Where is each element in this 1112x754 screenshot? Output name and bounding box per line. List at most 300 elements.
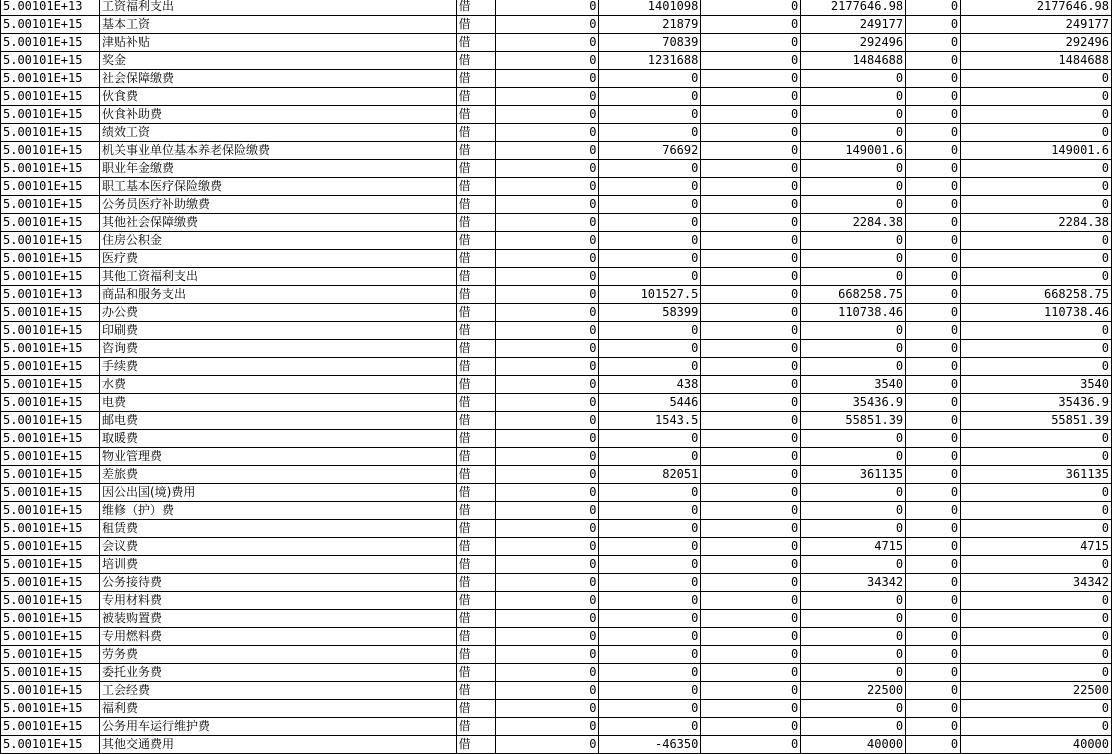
opening-balance-cell[interactable]: 0: [495, 0, 599, 16]
account-code-cell[interactable]: 5.00101E+15: [1, 232, 100, 250]
credit-amount-cell[interactable]: 0: [701, 34, 801, 52]
account-name-cell[interactable]: 委托业务费: [99, 664, 456, 682]
closing-balance-cell[interactable]: 1484688: [961, 52, 1112, 70]
account-name-cell[interactable]: 电费: [99, 394, 456, 412]
year-debit-cell[interactable]: 0: [801, 88, 906, 106]
credit-amount-cell[interactable]: 0: [701, 214, 801, 232]
debit-amount-cell[interactable]: 0: [599, 700, 701, 718]
opening-balance-cell[interactable]: 0: [495, 718, 599, 736]
credit-amount-cell[interactable]: 0: [701, 232, 801, 250]
year-credit-cell[interactable]: 0: [906, 214, 961, 232]
opening-balance-cell[interactable]: 0: [495, 520, 599, 538]
year-credit-cell[interactable]: 0: [906, 358, 961, 376]
direction-cell[interactable]: 借: [456, 304, 495, 322]
opening-balance-cell[interactable]: 0: [495, 466, 599, 484]
closing-balance-cell[interactable]: 0: [961, 268, 1112, 286]
year-debit-cell[interactable]: 249177: [801, 16, 906, 34]
account-name-cell[interactable]: 水费: [99, 376, 456, 394]
year-debit-cell[interactable]: 0: [801, 106, 906, 124]
closing-balance-cell[interactable]: 110738.46: [961, 304, 1112, 322]
opening-balance-cell[interactable]: 0: [495, 34, 599, 52]
year-credit-cell[interactable]: 0: [906, 646, 961, 664]
year-credit-cell[interactable]: 0: [906, 394, 961, 412]
account-code-cell[interactable]: 5.00101E+15: [1, 268, 100, 286]
direction-cell[interactable]: 借: [456, 70, 495, 88]
opening-balance-cell[interactable]: 0: [495, 448, 599, 466]
closing-balance-cell[interactable]: 0: [961, 106, 1112, 124]
closing-balance-cell[interactable]: 55851.39: [961, 412, 1112, 430]
credit-amount-cell[interactable]: 0: [701, 430, 801, 448]
account-name-cell[interactable]: 职业年金缴费: [99, 160, 456, 178]
year-debit-cell[interactable]: 0: [801, 628, 906, 646]
direction-cell[interactable]: 借: [456, 574, 495, 592]
year-debit-cell[interactable]: 0: [801, 178, 906, 196]
opening-balance-cell[interactable]: 0: [495, 286, 599, 304]
closing-balance-cell[interactable]: 22500: [961, 682, 1112, 700]
account-name-cell[interactable]: 住房公积金: [99, 232, 456, 250]
year-debit-cell[interactable]: 35436.9: [801, 394, 906, 412]
closing-balance-cell[interactable]: 0: [961, 196, 1112, 214]
year-credit-cell[interactable]: 0: [906, 502, 961, 520]
opening-balance-cell[interactable]: 0: [495, 322, 599, 340]
opening-balance-cell[interactable]: 0: [495, 214, 599, 232]
direction-cell[interactable]: 借: [456, 736, 495, 754]
account-code-cell[interactable]: 5.00101E+15: [1, 682, 100, 700]
closing-balance-cell[interactable]: 2177646.98: [961, 0, 1112, 16]
account-code-cell[interactable]: 5.00101E+15: [1, 466, 100, 484]
credit-amount-cell[interactable]: 0: [701, 736, 801, 754]
direction-cell[interactable]: 借: [456, 376, 495, 394]
account-code-cell[interactable]: 5.00101E+15: [1, 538, 100, 556]
debit-amount-cell[interactable]: 70839: [599, 34, 701, 52]
closing-balance-cell[interactable]: 40000: [961, 736, 1112, 754]
year-debit-cell[interactable]: 0: [801, 718, 906, 736]
opening-balance-cell[interactable]: 0: [495, 412, 599, 430]
closing-balance-cell[interactable]: 4715: [961, 538, 1112, 556]
year-credit-cell[interactable]: 0: [906, 142, 961, 160]
year-debit-cell[interactable]: 3540: [801, 376, 906, 394]
opening-balance-cell[interactable]: 0: [495, 250, 599, 268]
account-code-cell[interactable]: 5.00101E+15: [1, 124, 100, 142]
direction-cell[interactable]: 借: [456, 322, 495, 340]
credit-amount-cell[interactable]: 0: [701, 52, 801, 70]
credit-amount-cell[interactable]: 0: [701, 556, 801, 574]
credit-amount-cell[interactable]: 0: [701, 574, 801, 592]
credit-amount-cell[interactable]: 0: [701, 142, 801, 160]
credit-amount-cell[interactable]: 0: [701, 250, 801, 268]
account-code-cell[interactable]: 5.00101E+13: [1, 286, 100, 304]
direction-cell[interactable]: 借: [456, 106, 495, 124]
account-code-cell[interactable]: 5.00101E+15: [1, 70, 100, 88]
year-debit-cell[interactable]: 0: [801, 484, 906, 502]
debit-amount-cell[interactable]: 0: [599, 232, 701, 250]
year-credit-cell[interactable]: 0: [906, 268, 961, 286]
direction-cell[interactable]: 借: [456, 340, 495, 358]
direction-cell[interactable]: 借: [456, 232, 495, 250]
account-name-cell[interactable]: 手续费: [99, 358, 456, 376]
account-name-cell[interactable]: 邮电费: [99, 412, 456, 430]
account-code-cell[interactable]: 5.00101E+15: [1, 322, 100, 340]
debit-amount-cell[interactable]: 0: [599, 196, 701, 214]
direction-cell[interactable]: 借: [456, 88, 495, 106]
year-credit-cell[interactable]: 0: [906, 196, 961, 214]
year-credit-cell[interactable]: 0: [906, 700, 961, 718]
debit-amount-cell[interactable]: 1543.5: [599, 412, 701, 430]
closing-balance-cell[interactable]: 0: [961, 700, 1112, 718]
credit-amount-cell[interactable]: 0: [701, 124, 801, 142]
year-debit-cell[interactable]: 0: [801, 448, 906, 466]
year-debit-cell[interactable]: 2284.38: [801, 214, 906, 232]
account-name-cell[interactable]: 办公费: [99, 304, 456, 322]
direction-cell[interactable]: 借: [456, 556, 495, 574]
debit-amount-cell[interactable]: 82051: [599, 466, 701, 484]
closing-balance-cell[interactable]: 0: [961, 502, 1112, 520]
opening-balance-cell[interactable]: 0: [495, 646, 599, 664]
account-name-cell[interactable]: 咨询费: [99, 340, 456, 358]
debit-amount-cell[interactable]: 0: [599, 610, 701, 628]
account-code-cell[interactable]: 5.00101E+15: [1, 430, 100, 448]
direction-cell[interactable]: 借: [456, 646, 495, 664]
account-name-cell[interactable]: 伙食费: [99, 88, 456, 106]
direction-cell[interactable]: 借: [456, 250, 495, 268]
closing-balance-cell[interactable]: 0: [961, 124, 1112, 142]
year-debit-cell[interactable]: 149001.6: [801, 142, 906, 160]
account-code-cell[interactable]: 5.00101E+15: [1, 250, 100, 268]
year-debit-cell[interactable]: 0: [801, 322, 906, 340]
opening-balance-cell[interactable]: 0: [495, 700, 599, 718]
opening-balance-cell[interactable]: 0: [495, 592, 599, 610]
year-debit-cell[interactable]: 0: [801, 160, 906, 178]
closing-balance-cell[interactable]: 292496: [961, 34, 1112, 52]
account-code-cell[interactable]: 5.00101E+15: [1, 700, 100, 718]
credit-amount-cell[interactable]: 0: [701, 718, 801, 736]
opening-balance-cell[interactable]: 0: [495, 574, 599, 592]
account-code-cell[interactable]: 5.00101E+15: [1, 520, 100, 538]
debit-amount-cell[interactable]: 0: [599, 682, 701, 700]
debit-amount-cell[interactable]: 0: [599, 718, 701, 736]
debit-amount-cell[interactable]: 101527.5: [599, 286, 701, 304]
credit-amount-cell[interactable]: 0: [701, 412, 801, 430]
account-code-cell[interactable]: 5.00101E+15: [1, 628, 100, 646]
closing-balance-cell[interactable]: 0: [961, 610, 1112, 628]
year-credit-cell[interactable]: 0: [906, 0, 961, 16]
account-name-cell[interactable]: 差旅费: [99, 466, 456, 484]
credit-amount-cell[interactable]: 0: [701, 376, 801, 394]
closing-balance-cell[interactable]: 0: [961, 646, 1112, 664]
account-name-cell[interactable]: 公务用车运行维护费: [99, 718, 456, 736]
opening-balance-cell[interactable]: 0: [495, 124, 599, 142]
account-name-cell[interactable]: 公务接待费: [99, 574, 456, 592]
year-debit-cell[interactable]: 0: [801, 610, 906, 628]
debit-amount-cell[interactable]: 0: [599, 502, 701, 520]
year-credit-cell[interactable]: 0: [906, 34, 961, 52]
direction-cell[interactable]: 借: [456, 430, 495, 448]
year-debit-cell[interactable]: 34342: [801, 574, 906, 592]
closing-balance-cell[interactable]: 0: [961, 556, 1112, 574]
account-code-cell[interactable]: 5.00101E+15: [1, 448, 100, 466]
account-name-cell[interactable]: 其他交通费用: [99, 736, 456, 754]
account-name-cell[interactable]: 租赁费: [99, 520, 456, 538]
opening-balance-cell[interactable]: 0: [495, 178, 599, 196]
closing-balance-cell[interactable]: 3540: [961, 376, 1112, 394]
year-credit-cell[interactable]: 0: [906, 520, 961, 538]
account-name-cell[interactable]: 会议费: [99, 538, 456, 556]
direction-cell[interactable]: 借: [456, 160, 495, 178]
closing-balance-cell[interactable]: 0: [961, 340, 1112, 358]
closing-balance-cell[interactable]: 2284.38: [961, 214, 1112, 232]
credit-amount-cell[interactable]: 0: [701, 700, 801, 718]
credit-amount-cell[interactable]: 0: [701, 646, 801, 664]
direction-cell[interactable]: 借: [456, 628, 495, 646]
account-code-cell[interactable]: 5.00101E+15: [1, 394, 100, 412]
year-credit-cell[interactable]: 0: [906, 538, 961, 556]
account-code-cell[interactable]: 5.00101E+15: [1, 664, 100, 682]
direction-cell[interactable]: 借: [456, 538, 495, 556]
year-debit-cell[interactable]: 40000: [801, 736, 906, 754]
closing-balance-cell[interactable]: 0: [961, 520, 1112, 538]
direction-cell[interactable]: 借: [456, 178, 495, 196]
opening-balance-cell[interactable]: 0: [495, 556, 599, 574]
account-name-cell[interactable]: 取暖费: [99, 430, 456, 448]
account-name-cell[interactable]: 基本工资: [99, 16, 456, 34]
credit-amount-cell[interactable]: 0: [701, 538, 801, 556]
year-debit-cell[interactable]: 0: [801, 592, 906, 610]
closing-balance-cell[interactable]: 668258.75: [961, 286, 1112, 304]
credit-amount-cell[interactable]: 0: [701, 448, 801, 466]
debit-amount-cell[interactable]: 438: [599, 376, 701, 394]
opening-balance-cell[interactable]: 0: [495, 160, 599, 178]
debit-amount-cell[interactable]: 0: [599, 430, 701, 448]
credit-amount-cell[interactable]: 0: [701, 70, 801, 88]
year-debit-cell[interactable]: 0: [801, 232, 906, 250]
closing-balance-cell[interactable]: 0: [961, 718, 1112, 736]
year-credit-cell[interactable]: 0: [906, 88, 961, 106]
year-credit-cell[interactable]: 0: [906, 412, 961, 430]
direction-cell[interactable]: 借: [456, 268, 495, 286]
year-debit-cell[interactable]: 0: [801, 70, 906, 88]
opening-balance-cell[interactable]: 0: [495, 394, 599, 412]
closing-balance-cell[interactable]: 0: [961, 88, 1112, 106]
direction-cell[interactable]: 借: [456, 142, 495, 160]
direction-cell[interactable]: 借: [456, 448, 495, 466]
year-credit-cell[interactable]: 0: [906, 304, 961, 322]
opening-balance-cell[interactable]: 0: [495, 664, 599, 682]
opening-balance-cell[interactable]: 0: [495, 358, 599, 376]
year-debit-cell[interactable]: 22500: [801, 682, 906, 700]
account-code-cell[interactable]: 5.00101E+15: [1, 160, 100, 178]
year-credit-cell[interactable]: 0: [906, 430, 961, 448]
year-debit-cell[interactable]: 0: [801, 664, 906, 682]
account-code-cell[interactable]: 5.00101E+15: [1, 736, 100, 754]
direction-cell[interactable]: 借: [456, 214, 495, 232]
opening-balance-cell[interactable]: 0: [495, 502, 599, 520]
debit-amount-cell[interactable]: 0: [599, 160, 701, 178]
credit-amount-cell[interactable]: 0: [701, 358, 801, 376]
year-credit-cell[interactable]: 0: [906, 178, 961, 196]
year-credit-cell[interactable]: 0: [906, 592, 961, 610]
year-credit-cell[interactable]: 0: [906, 736, 961, 754]
credit-amount-cell[interactable]: 0: [701, 322, 801, 340]
credit-amount-cell[interactable]: 0: [701, 160, 801, 178]
opening-balance-cell[interactable]: 0: [495, 106, 599, 124]
year-debit-cell[interactable]: 0: [801, 340, 906, 358]
year-credit-cell[interactable]: 0: [906, 16, 961, 34]
year-credit-cell[interactable]: 0: [906, 628, 961, 646]
credit-amount-cell[interactable]: 0: [701, 484, 801, 502]
account-code-cell[interactable]: 5.00101E+15: [1, 358, 100, 376]
account-code-cell[interactable]: 5.00101E+15: [1, 88, 100, 106]
year-credit-cell[interactable]: 0: [906, 574, 961, 592]
closing-balance-cell[interactable]: 0: [961, 484, 1112, 502]
debit-amount-cell[interactable]: 0: [599, 106, 701, 124]
account-code-cell[interactable]: 5.00101E+15: [1, 412, 100, 430]
account-code-cell[interactable]: 5.00101E+15: [1, 52, 100, 70]
direction-cell[interactable]: 借: [456, 718, 495, 736]
opening-balance-cell[interactable]: 0: [495, 16, 599, 34]
direction-cell[interactable]: 借: [456, 700, 495, 718]
credit-amount-cell[interactable]: 0: [701, 466, 801, 484]
credit-amount-cell[interactable]: 0: [701, 682, 801, 700]
closing-balance-cell[interactable]: 249177: [961, 16, 1112, 34]
opening-balance-cell[interactable]: 0: [495, 88, 599, 106]
year-credit-cell[interactable]: 0: [906, 718, 961, 736]
debit-amount-cell[interactable]: 0: [599, 250, 701, 268]
account-name-cell[interactable]: 培训费: [99, 556, 456, 574]
account-code-cell[interactable]: 5.00101E+15: [1, 178, 100, 196]
account-code-cell[interactable]: 5.00101E+15: [1, 484, 100, 502]
debit-amount-cell[interactable]: 1231688: [599, 52, 701, 70]
opening-balance-cell[interactable]: 0: [495, 268, 599, 286]
account-code-cell[interactable]: 5.00101E+13: [1, 0, 100, 16]
opening-balance-cell[interactable]: 0: [495, 304, 599, 322]
closing-balance-cell[interactable]: 361135: [961, 466, 1112, 484]
credit-amount-cell[interactable]: 0: [701, 340, 801, 358]
year-credit-cell[interactable]: 0: [906, 610, 961, 628]
direction-cell[interactable]: 借: [456, 52, 495, 70]
year-debit-cell[interactable]: 0: [801, 124, 906, 142]
opening-balance-cell[interactable]: 0: [495, 340, 599, 358]
closing-balance-cell[interactable]: 34342: [961, 574, 1112, 592]
credit-amount-cell[interactable]: 0: [701, 106, 801, 124]
year-credit-cell[interactable]: 0: [906, 250, 961, 268]
year-debit-cell[interactable]: 0: [801, 700, 906, 718]
year-credit-cell[interactable]: 0: [906, 232, 961, 250]
debit-amount-cell[interactable]: 0: [599, 646, 701, 664]
direction-cell[interactable]: 借: [456, 664, 495, 682]
year-debit-cell[interactable]: 0: [801, 196, 906, 214]
direction-cell[interactable]: 借: [456, 394, 495, 412]
account-name-cell[interactable]: 其他工资福利支出: [99, 268, 456, 286]
year-debit-cell[interactable]: 668258.75: [801, 286, 906, 304]
credit-amount-cell[interactable]: 0: [701, 286, 801, 304]
closing-balance-cell[interactable]: 0: [961, 70, 1112, 88]
account-name-cell[interactable]: 公务员医疗补助缴费: [99, 196, 456, 214]
account-name-cell[interactable]: 专用材料费: [99, 592, 456, 610]
account-name-cell[interactable]: 被装购置费: [99, 610, 456, 628]
year-debit-cell[interactable]: 0: [801, 268, 906, 286]
account-code-cell[interactable]: 5.00101E+15: [1, 16, 100, 34]
opening-balance-cell[interactable]: 0: [495, 52, 599, 70]
year-debit-cell[interactable]: 0: [801, 556, 906, 574]
account-name-cell[interactable]: 因公出国(境)费用: [99, 484, 456, 502]
direction-cell[interactable]: 借: [456, 412, 495, 430]
debit-amount-cell[interactable]: 0: [599, 214, 701, 232]
account-name-cell[interactable]: 奖金: [99, 52, 456, 70]
direction-cell[interactable]: 借: [456, 196, 495, 214]
account-name-cell[interactable]: 机关事业单位基本养老保险缴费: [99, 142, 456, 160]
opening-balance-cell[interactable]: 0: [495, 142, 599, 160]
direction-cell[interactable]: 借: [456, 610, 495, 628]
credit-amount-cell[interactable]: 0: [701, 394, 801, 412]
account-name-cell[interactable]: 伙食补助费: [99, 106, 456, 124]
closing-balance-cell[interactable]: 0: [961, 664, 1112, 682]
debit-amount-cell[interactable]: 0: [599, 178, 701, 196]
direction-cell[interactable]: 借: [456, 358, 495, 376]
year-debit-cell[interactable]: 55851.39: [801, 412, 906, 430]
debit-amount-cell[interactable]: 5446: [599, 394, 701, 412]
opening-balance-cell[interactable]: 0: [495, 196, 599, 214]
credit-amount-cell[interactable]: 0: [701, 592, 801, 610]
year-debit-cell[interactable]: 361135: [801, 466, 906, 484]
debit-amount-cell[interactable]: 0: [599, 322, 701, 340]
account-name-cell[interactable]: 职工基本医疗保险缴费: [99, 178, 456, 196]
account-code-cell[interactable]: 5.00101E+15: [1, 592, 100, 610]
debit-amount-cell[interactable]: 0: [599, 628, 701, 646]
opening-balance-cell[interactable]: 0: [495, 484, 599, 502]
year-debit-cell[interactable]: 110738.46: [801, 304, 906, 322]
year-credit-cell[interactable]: 0: [906, 106, 961, 124]
credit-amount-cell[interactable]: 0: [701, 196, 801, 214]
closing-balance-cell[interactable]: 0: [961, 160, 1112, 178]
opening-balance-cell[interactable]: 0: [495, 628, 599, 646]
account-name-cell[interactable]: 专用燃料费: [99, 628, 456, 646]
debit-amount-cell[interactable]: 58399: [599, 304, 701, 322]
year-credit-cell[interactable]: 0: [906, 322, 961, 340]
account-name-cell[interactable]: 绩效工资: [99, 124, 456, 142]
direction-cell[interactable]: 借: [456, 592, 495, 610]
opening-balance-cell[interactable]: 0: [495, 430, 599, 448]
debit-amount-cell[interactable]: 0: [599, 448, 701, 466]
year-debit-cell[interactable]: 0: [801, 646, 906, 664]
direction-cell[interactable]: 借: [456, 502, 495, 520]
year-debit-cell[interactable]: 0: [801, 430, 906, 448]
account-name-cell[interactable]: 劳务费: [99, 646, 456, 664]
account-code-cell[interactable]: 5.00101E+15: [1, 376, 100, 394]
opening-balance-cell[interactable]: 0: [495, 610, 599, 628]
account-code-cell[interactable]: 5.00101E+15: [1, 106, 100, 124]
closing-balance-cell[interactable]: 149001.6: [961, 142, 1112, 160]
account-code-cell[interactable]: 5.00101E+15: [1, 556, 100, 574]
debit-amount-cell[interactable]: 0: [599, 484, 701, 502]
debit-amount-cell[interactable]: 0: [599, 70, 701, 88]
credit-amount-cell[interactable]: 0: [701, 628, 801, 646]
year-credit-cell[interactable]: 0: [906, 682, 961, 700]
opening-balance-cell[interactable]: 0: [495, 376, 599, 394]
account-name-cell[interactable]: 福利费: [99, 700, 456, 718]
account-code-cell[interactable]: 5.00101E+15: [1, 502, 100, 520]
credit-amount-cell[interactable]: 0: [701, 268, 801, 286]
debit-amount-cell[interactable]: 1401098: [599, 0, 701, 16]
direction-cell[interactable]: 借: [456, 682, 495, 700]
direction-cell[interactable]: 借: [456, 124, 495, 142]
debit-amount-cell[interactable]: 0: [599, 340, 701, 358]
credit-amount-cell[interactable]: 0: [701, 88, 801, 106]
year-debit-cell[interactable]: 0: [801, 358, 906, 376]
account-code-cell[interactable]: 5.00101E+15: [1, 214, 100, 232]
credit-amount-cell[interactable]: 0: [701, 610, 801, 628]
year-credit-cell[interactable]: 0: [906, 376, 961, 394]
debit-amount-cell[interactable]: 0: [599, 268, 701, 286]
